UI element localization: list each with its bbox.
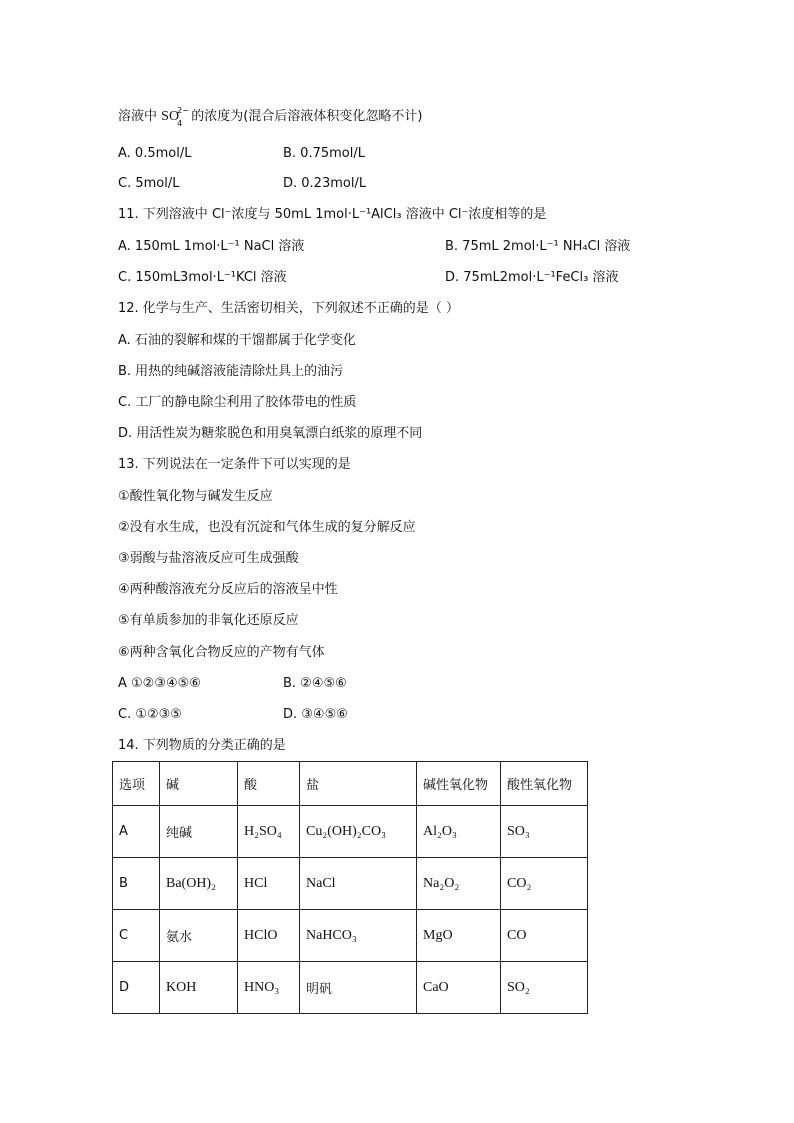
q12-option-a: A. 石油的裂解和煤的干馏都属于化学变化 [118,333,356,348]
q13-stem: 13. 下列说法在一定条件下可以实现的是 [118,457,351,472]
header-cell-salt: 盐 [300,762,417,806]
q10-option-c: C. 5mol/L [118,176,180,191]
q12-option-b: B. 用热的纯碱溶液能清除灶具上的油污 [118,364,344,379]
table-cell: CO [501,910,588,962]
table-cell: CaO [417,962,501,1014]
q10-option-b: B. 0.75mol/L [283,146,365,161]
q11-option-a: A. 150mL 1mol·L⁻¹ NaCl 溶液 [118,239,305,254]
q10-stem: 溶液中 SO 2− 4 的浓度为(混合后溶液体积变化忽略不计) [118,106,423,128]
table-cell: Cu₂(OH)₂CO₃ [300,806,417,858]
table-row [113,806,588,858]
table-cell: C [113,910,160,962]
table-cell: D [113,962,160,1014]
table-cell: SO₃ [501,806,588,858]
q11-option-b: B. 75mL 2mol·L⁻¹ NH₄Cl 溶液 [445,239,631,254]
table-cell: SO₂ [501,962,588,1014]
table-cell: KOH [160,962,238,1014]
q12-stem: 12. 化学与生产、生活密切相关，下列叙述不正确的是（ ） [118,301,459,316]
table-cell: H₂SO₄ [238,806,300,858]
classification-table [112,761,588,1014]
q13-option-d: D. ③④⑤⑥ [283,707,348,722]
table-cell: NaCl [300,858,417,910]
q13-statement: ⑥两种含氧化合物反应的产物有气体 [118,645,325,660]
q13-option-c: C. ①②③⑤ [118,707,182,722]
table-cell: 氨水 [160,910,238,962]
header-cell-acidic-oxide: 酸性氧化物 [501,762,588,806]
table-row [113,962,588,1014]
q12-option-c: C. 工厂的静电除尘利用了胶体带电的性质 [118,395,357,410]
header-cell-basic-oxide: 碱性氧化物 [417,762,501,806]
q10-option-a: A. 0.5mol/L [118,146,192,161]
table-cell: 纯碱 [160,806,238,858]
q12-option-d: D. 用活性炭为糖浆脱色和用臭氧漂白纸浆的原理不同 [118,426,423,441]
q14-stem: 14. 下列物质的分类正确的是 [118,738,286,753]
table-row [113,858,588,910]
table-cell: Ba(OH)₂ [160,858,238,910]
table-cell: B [113,858,160,910]
table-cell: HCl [238,858,300,910]
table-cell: NaHCO₃ [300,910,417,962]
header-cell-base: 碱 [160,762,238,806]
table-cell: A [113,806,160,858]
q11-stem: 11. 下列溶液中 Cl⁻浓度与 50mL 1mol·L⁻¹AlCl₃ 溶液中 Cl⁻浓度相等的是 [118,207,547,222]
table-cell: HNO₃ [238,962,300,1014]
header-cell-acid: 酸 [238,762,300,806]
table-cell: MgO [417,910,501,962]
header-cell-option: 选项 [113,762,160,806]
q11-option-d: D. 75mL2mol·L⁻¹FeCl₃ 溶液 [445,270,619,285]
q13-statement: ①酸性氧化物与碱发生反应 [118,489,273,504]
table-cell: Al₂O₃ [417,806,501,858]
table-header-row [113,762,588,806]
q13-option-b: B. ②④⑤⑥ [283,676,347,691]
table-cell: Na₂O₂ [417,858,501,910]
q13-statement: ②没有水生成，也没有沉淀和气体生成的复分解反应 [118,520,416,535]
sulfate-ion-formula: SO 2− 4 [161,106,189,128]
q10-option-d: D. 0.23mol/L [283,176,367,191]
table-row [113,910,588,962]
q13-option-a: A ①②③④⑤⑥ [118,676,201,691]
q13-statement: ③弱酸与盐溶液反应可生成强酸 [118,551,299,566]
table-cell: HClO [238,910,300,962]
q11-option-c: C. 150mL3mol·L⁻¹KCl 溶液 [118,270,287,285]
q13-statement: ④两种酸溶液充分反应后的溶液呈中性 [118,582,338,597]
q13-statement: ⑤有单质参加的非氧化还原反应 [118,613,299,628]
table-cell: 明矾 [300,962,417,1014]
table-cell: CO₂ [501,858,588,910]
